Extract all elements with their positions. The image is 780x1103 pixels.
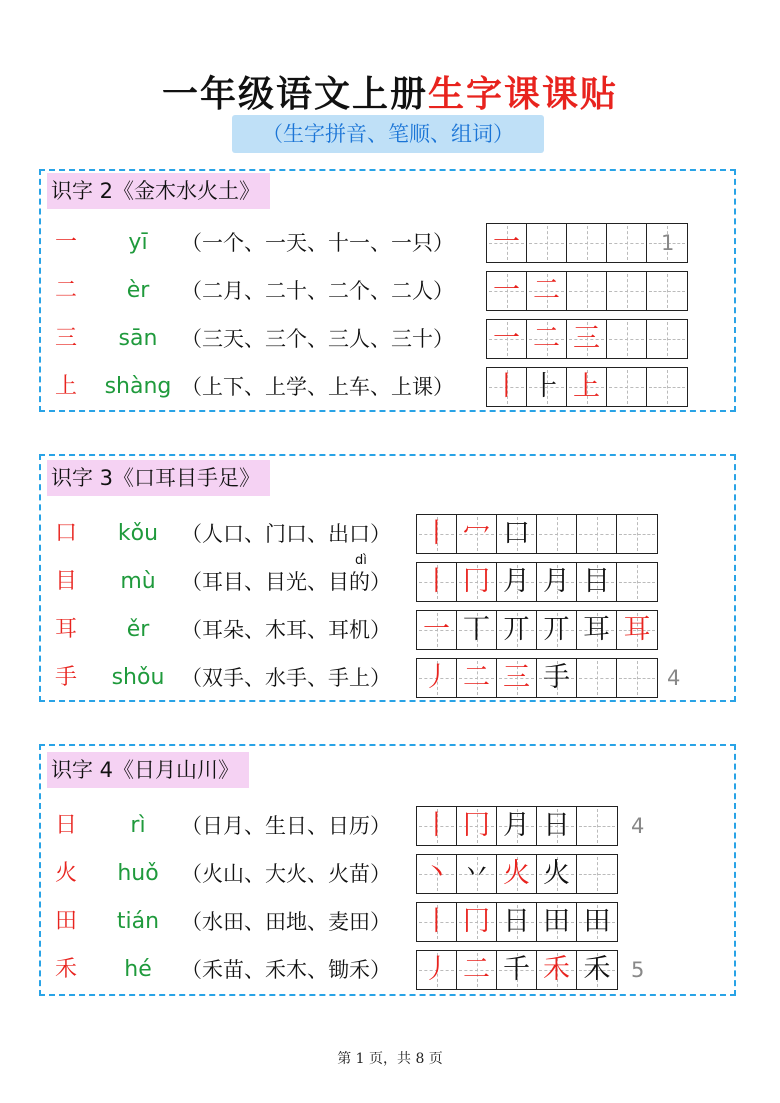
pinyin: hé — [124, 957, 152, 982]
stroke-cell: 一 — [417, 611, 457, 649]
pinyin: mù — [120, 569, 156, 594]
char-row — [41, 271, 738, 311]
word-list: （火山、大火、火苗） — [181, 862, 391, 886]
char-row — [41, 367, 738, 407]
stroke-cell: 丨 — [417, 807, 457, 845]
stroke-cell: 三 — [567, 320, 607, 358]
stroke-cell: 耳 — [617, 611, 657, 649]
stroke-cell — [537, 515, 577, 553]
character: 一 — [54, 230, 77, 255]
stroke-grid — [486, 223, 688, 263]
pinyin: ěr — [126, 617, 150, 642]
stroke-grid — [416, 806, 618, 846]
character: 上 — [54, 374, 77, 399]
stroke-cell — [607, 368, 647, 406]
stroke-cell: 火 — [497, 855, 537, 893]
char-row — [41, 319, 738, 359]
char-row — [41, 950, 738, 990]
char-row — [41, 658, 738, 698]
stroke-cell: 上 — [567, 368, 607, 406]
stroke-cell: 冂 — [457, 807, 497, 845]
character: 口 — [54, 521, 77, 546]
pinyin: yī — [128, 230, 148, 255]
section-title: 识字 4《日月山川》 — [47, 752, 249, 788]
stroke-cell: 丨 — [417, 903, 457, 941]
stroke-cell — [647, 320, 687, 358]
stroke-cell: 禾 — [577, 951, 617, 989]
stroke-cell: 丌 — [537, 611, 577, 649]
word-list: （三天、三个、三人、三十） — [181, 327, 454, 351]
pinyin: rì — [130, 813, 146, 838]
title-part-2: 生字课课贴 — [428, 74, 619, 115]
stroke-cell: 田 — [537, 903, 577, 941]
stroke-cell: 月 — [497, 563, 537, 601]
stroke-cell: 丌 — [497, 611, 537, 649]
word-list: （耳目、目光、目的） — [181, 570, 391, 594]
stroke-cell: 丿 — [417, 951, 457, 989]
char-row — [41, 854, 738, 894]
stroke-cell: 一 — [487, 320, 527, 358]
stroke-cell: 田 — [577, 903, 617, 941]
stroke-cell — [567, 224, 607, 262]
character: 手 — [54, 665, 77, 690]
stroke-cell — [647, 272, 687, 310]
page-mark: 1 — [661, 231, 675, 255]
stroke-cell — [577, 515, 617, 553]
stroke-cell: 二 — [457, 659, 497, 697]
stroke-cell: 火 — [537, 855, 577, 893]
word-list: （二月、二十、二个、二人） — [181, 279, 454, 303]
char-row — [41, 806, 738, 846]
stroke-cell: 日 — [497, 903, 537, 941]
pinyin: èr — [126, 278, 150, 303]
stroke-cell: 二 — [527, 320, 567, 358]
stroke-cell — [617, 563, 657, 601]
stroke-cell: 丷 — [457, 855, 497, 893]
section-shizi-4 — [39, 744, 736, 996]
ruby-annotation: dì — [355, 553, 367, 568]
stroke-cell: 日 — [537, 807, 577, 845]
stroke-cell — [607, 272, 647, 310]
word-list: （耳朵、木耳、耳机） — [181, 618, 391, 642]
char-row — [41, 553, 738, 602]
stroke-cell: 丨 — [417, 515, 457, 553]
word-list: （一个、一天、十一、一只） — [181, 231, 454, 255]
stroke-cell: 目 — [577, 563, 617, 601]
page-footer: 第 1 页，共 8 页 — [337, 1051, 443, 1067]
stroke-cell: 丿 — [417, 659, 457, 697]
word-list: （水田、田地、麦田） — [181, 910, 391, 934]
stroke-grid — [416, 950, 618, 990]
stroke-cell: 千 — [497, 951, 537, 989]
stroke-cell: 二 — [527, 272, 567, 310]
page-mark: 5 — [631, 958, 645, 982]
stroke-cell: 耳 — [577, 611, 617, 649]
stroke-cell: 冂 — [457, 903, 497, 941]
stroke-grid — [416, 562, 658, 602]
stroke-grid — [416, 514, 658, 554]
word-list: （上下、上学、上车、上课） — [181, 375, 454, 399]
stroke-grid — [416, 902, 618, 942]
pinyin: kǒu — [117, 521, 159, 546]
stroke-cell: 三 — [497, 659, 537, 697]
word-list: （日月、生日、日历） — [181, 814, 391, 838]
character: 禾 — [54, 957, 77, 982]
pinyin: tián — [116, 909, 160, 934]
character: 日 — [54, 813, 77, 838]
char-row — [41, 514, 738, 554]
pinyin: sān — [118, 326, 158, 351]
stroke-grid — [416, 658, 658, 698]
stroke-cell: 冂 — [457, 563, 497, 601]
char-row — [41, 902, 738, 942]
stroke-grid — [486, 367, 688, 407]
section-shizi-2 — [39, 169, 736, 412]
character: 目 — [54, 569, 77, 594]
stroke-cell — [607, 224, 647, 262]
stroke-cell: 口 — [497, 515, 537, 553]
stroke-cell: 二 — [457, 951, 497, 989]
stroke-cell — [617, 515, 657, 553]
word-list: （双手、水手、手上） — [181, 666, 391, 690]
stroke-cell: 月 — [497, 807, 537, 845]
character: 三 — [54, 326, 77, 351]
section-title: 识字 2《金木水火土》 — [47, 173, 270, 209]
page-mark: 4 — [631, 814, 645, 838]
stroke-grid — [416, 610, 658, 650]
pinyin: shǒu — [111, 665, 165, 690]
stroke-cell — [617, 659, 657, 697]
stroke-cell: ⺊ — [527, 368, 567, 406]
stroke-cell: 冖 — [457, 515, 497, 553]
word-list: （人口、门口、出口） — [181, 522, 391, 546]
stroke-grid — [416, 854, 618, 894]
stroke-cell: 丅 — [457, 611, 497, 649]
character: 田 — [54, 909, 77, 934]
pinyin: huǒ — [117, 861, 159, 886]
word-list: （禾苗、禾木、锄禾） — [181, 958, 391, 982]
char-row — [41, 223, 738, 263]
stroke-cell: 月 — [537, 563, 577, 601]
page-subtitle: （生字拼音、笔顺、组词） — [232, 115, 544, 153]
stroke-cell — [607, 320, 647, 358]
stroke-cell: 一 — [487, 272, 527, 310]
character: 火 — [54, 861, 77, 886]
pinyin: shàng — [104, 374, 172, 399]
stroke-cell — [577, 855, 617, 893]
stroke-cell: 手 — [537, 659, 577, 697]
stroke-cell: 丶 — [417, 855, 457, 893]
stroke-grid — [486, 319, 688, 359]
stroke-cell: 禾 — [537, 951, 577, 989]
stroke-cell — [577, 807, 617, 845]
stroke-cell — [527, 224, 567, 262]
stroke-grid — [486, 271, 688, 311]
title-part-1: 一年级语文上册 — [161, 74, 428, 115]
page-title — [0, 66, 780, 117]
stroke-cell — [647, 368, 687, 406]
page-mark: 4 — [667, 666, 681, 690]
stroke-cell: 丨 — [487, 368, 527, 406]
section-shizi-3 — [39, 454, 736, 702]
stroke-cell — [567, 272, 607, 310]
character: 二 — [54, 278, 77, 303]
character: 耳 — [54, 617, 77, 642]
char-row — [41, 610, 738, 650]
stroke-cell — [577, 659, 617, 697]
stroke-cell: 一 — [487, 224, 527, 262]
stroke-cell: 丨 — [417, 563, 457, 601]
section-title: 识字 3《口耳目手足》 — [47, 460, 270, 496]
